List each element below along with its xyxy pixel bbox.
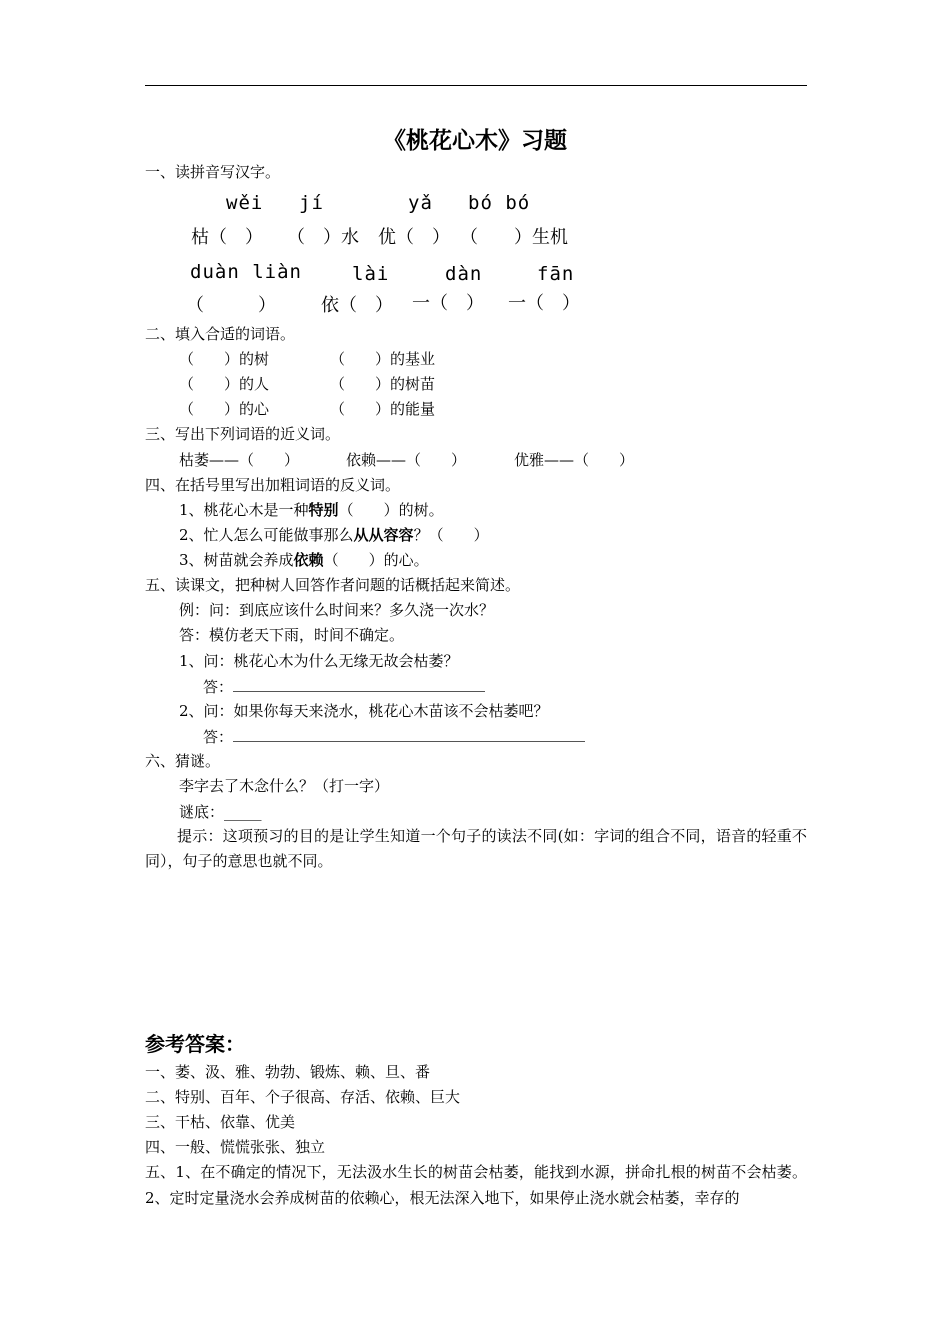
- q4-bold-word: 从从容容: [353, 526, 414, 544]
- q5-question-1: 1、问：桃花心木为什么无缘无故会枯萎？: [179, 652, 459, 670]
- q1-chars-2: （ ）水: [287, 227, 359, 248]
- q2-item: （ ）的树苗: [330, 375, 436, 393]
- answer-blank: _____: [224, 803, 262, 821]
- q5-answer-2: [203, 727, 585, 746]
- q2-item: （ ）的能量: [330, 400, 436, 418]
- answer-line: 二、特别、百年、个子很高、存活、依赖、巨大: [145, 1088, 461, 1106]
- q5-example-answer: 答：模仿老天下雨，时间不确定。: [179, 626, 405, 644]
- q1-chars-6: 依（ ）: [321, 295, 393, 316]
- q4-heading: 四、在括号里写出加粗词语的反义词。: [145, 476, 401, 494]
- q4-item-text: （ ）的树。: [338, 501, 444, 519]
- q4-item-text: 1、桃花心木是一种: [179, 501, 309, 519]
- q4-bold-word: 依赖: [293, 551, 324, 569]
- answer-label: 答：: [203, 678, 234, 696]
- q4-item-text: ？（ ）: [413, 526, 489, 544]
- q3-item: 优雅——（ ）: [514, 451, 635, 469]
- q4-bold-word: 特别: [308, 501, 339, 519]
- answer-line: 四、一般、慌慌张张、独立: [145, 1138, 326, 1156]
- q1-chars-8: 一（ ）: [508, 293, 580, 314]
- q2-item: （ ）的基业: [330, 350, 436, 368]
- page-title: 《桃花心木》习题: [383, 127, 567, 154]
- q1-pinyin-2: jí: [299, 192, 324, 214]
- q1-pinyin-3: yǎ: [408, 192, 433, 214]
- q4-item-2: [179, 526, 489, 544]
- answer-blank-line: [233, 677, 485, 692]
- q2-item: （ ）的心: [179, 400, 270, 418]
- q1-pinyin-1: wěi: [226, 192, 264, 214]
- q1-pinyin-8: fān: [537, 263, 575, 285]
- q1-pinyin-6: lài: [352, 263, 390, 285]
- answers-title: 参考答案：: [145, 1032, 245, 1056]
- q2-heading: 二、填入合适的词语。: [145, 325, 296, 343]
- q1-chars-1: 枯（ ）: [191, 227, 263, 248]
- answer-line: 一、萎、汲、雅、勃勃、锻炼、赖、旦、番: [145, 1063, 431, 1081]
- q6-hint: 提示：这项预习的目的是让学生知道一个句子的读法不同(如：字词的组合不同，语音的轻重不同），句子的意思也就不同。: [145, 827, 807, 870]
- q5-heading: 五、读课文，把种树人回答作者问题的话概括起来简述。: [145, 576, 521, 594]
- q2-item: （ ）的树: [179, 350, 270, 368]
- q4-item-3: [179, 551, 429, 569]
- q1-chars-3: 优（ ）: [378, 227, 450, 248]
- q1-chars-7: 一（ ）: [412, 293, 484, 314]
- q5-example-question: 例：问：到底应该什么时间来？多久浇一次水？: [179, 601, 495, 619]
- q1-heading: 一、读拼音写汉字。: [145, 163, 281, 181]
- q6-riddle: 李字去了木念什么？（打一字）: [179, 777, 390, 795]
- answer-label: 答：: [203, 728, 234, 746]
- q4-item-1: [179, 501, 444, 519]
- q5-answer-1: [203, 677, 485, 696]
- answer-paragraph: 五、1、在不确定的情况下，无法汲水生长的树苗会枯萎，能找到水源，拼命扎根的树苗不会枯萎。2、定时定量浇水会养成树苗的依赖心，根无法深入地下，如果停止浇水就会枯萎，幸存的: [145, 1163, 807, 1207]
- q3-item: 依赖——（ ）: [346, 451, 467, 469]
- q3-item: 枯萎——（ ）: [179, 451, 300, 469]
- answer-line: 三、干枯、依靠、优美: [145, 1113, 296, 1131]
- q4-item-text: 2、忙人怎么可能做事那么: [179, 526, 354, 544]
- q6-heading: 六、猜谜。: [145, 752, 221, 770]
- q5-question-2: 2、问：如果你每天来浇水，桃花心木苗该不会枯萎吧？: [179, 702, 549, 720]
- q2-item: （ ）的人: [179, 375, 270, 393]
- header-rule: [145, 85, 807, 86]
- q1-pinyin-7: dàn: [445, 263, 483, 285]
- answer-label: 谜底：: [179, 803, 225, 821]
- q6-answer: [179, 803, 262, 821]
- q1-chars-5: （ ）: [186, 295, 276, 316]
- q1-chars-4: （ ）生机: [460, 227, 568, 248]
- q4-item-text: 3、树苗就会养成: [179, 551, 294, 569]
- q4-item-text: （ ）的心。: [323, 551, 429, 569]
- q3-heading: 三、写出下列词语的近义词。: [145, 425, 341, 443]
- q1-pinyin-5: duàn liàn: [190, 261, 302, 283]
- q1-pinyin-4: bó bó: [468, 192, 531, 214]
- answer-blank-line: [233, 727, 585, 742]
